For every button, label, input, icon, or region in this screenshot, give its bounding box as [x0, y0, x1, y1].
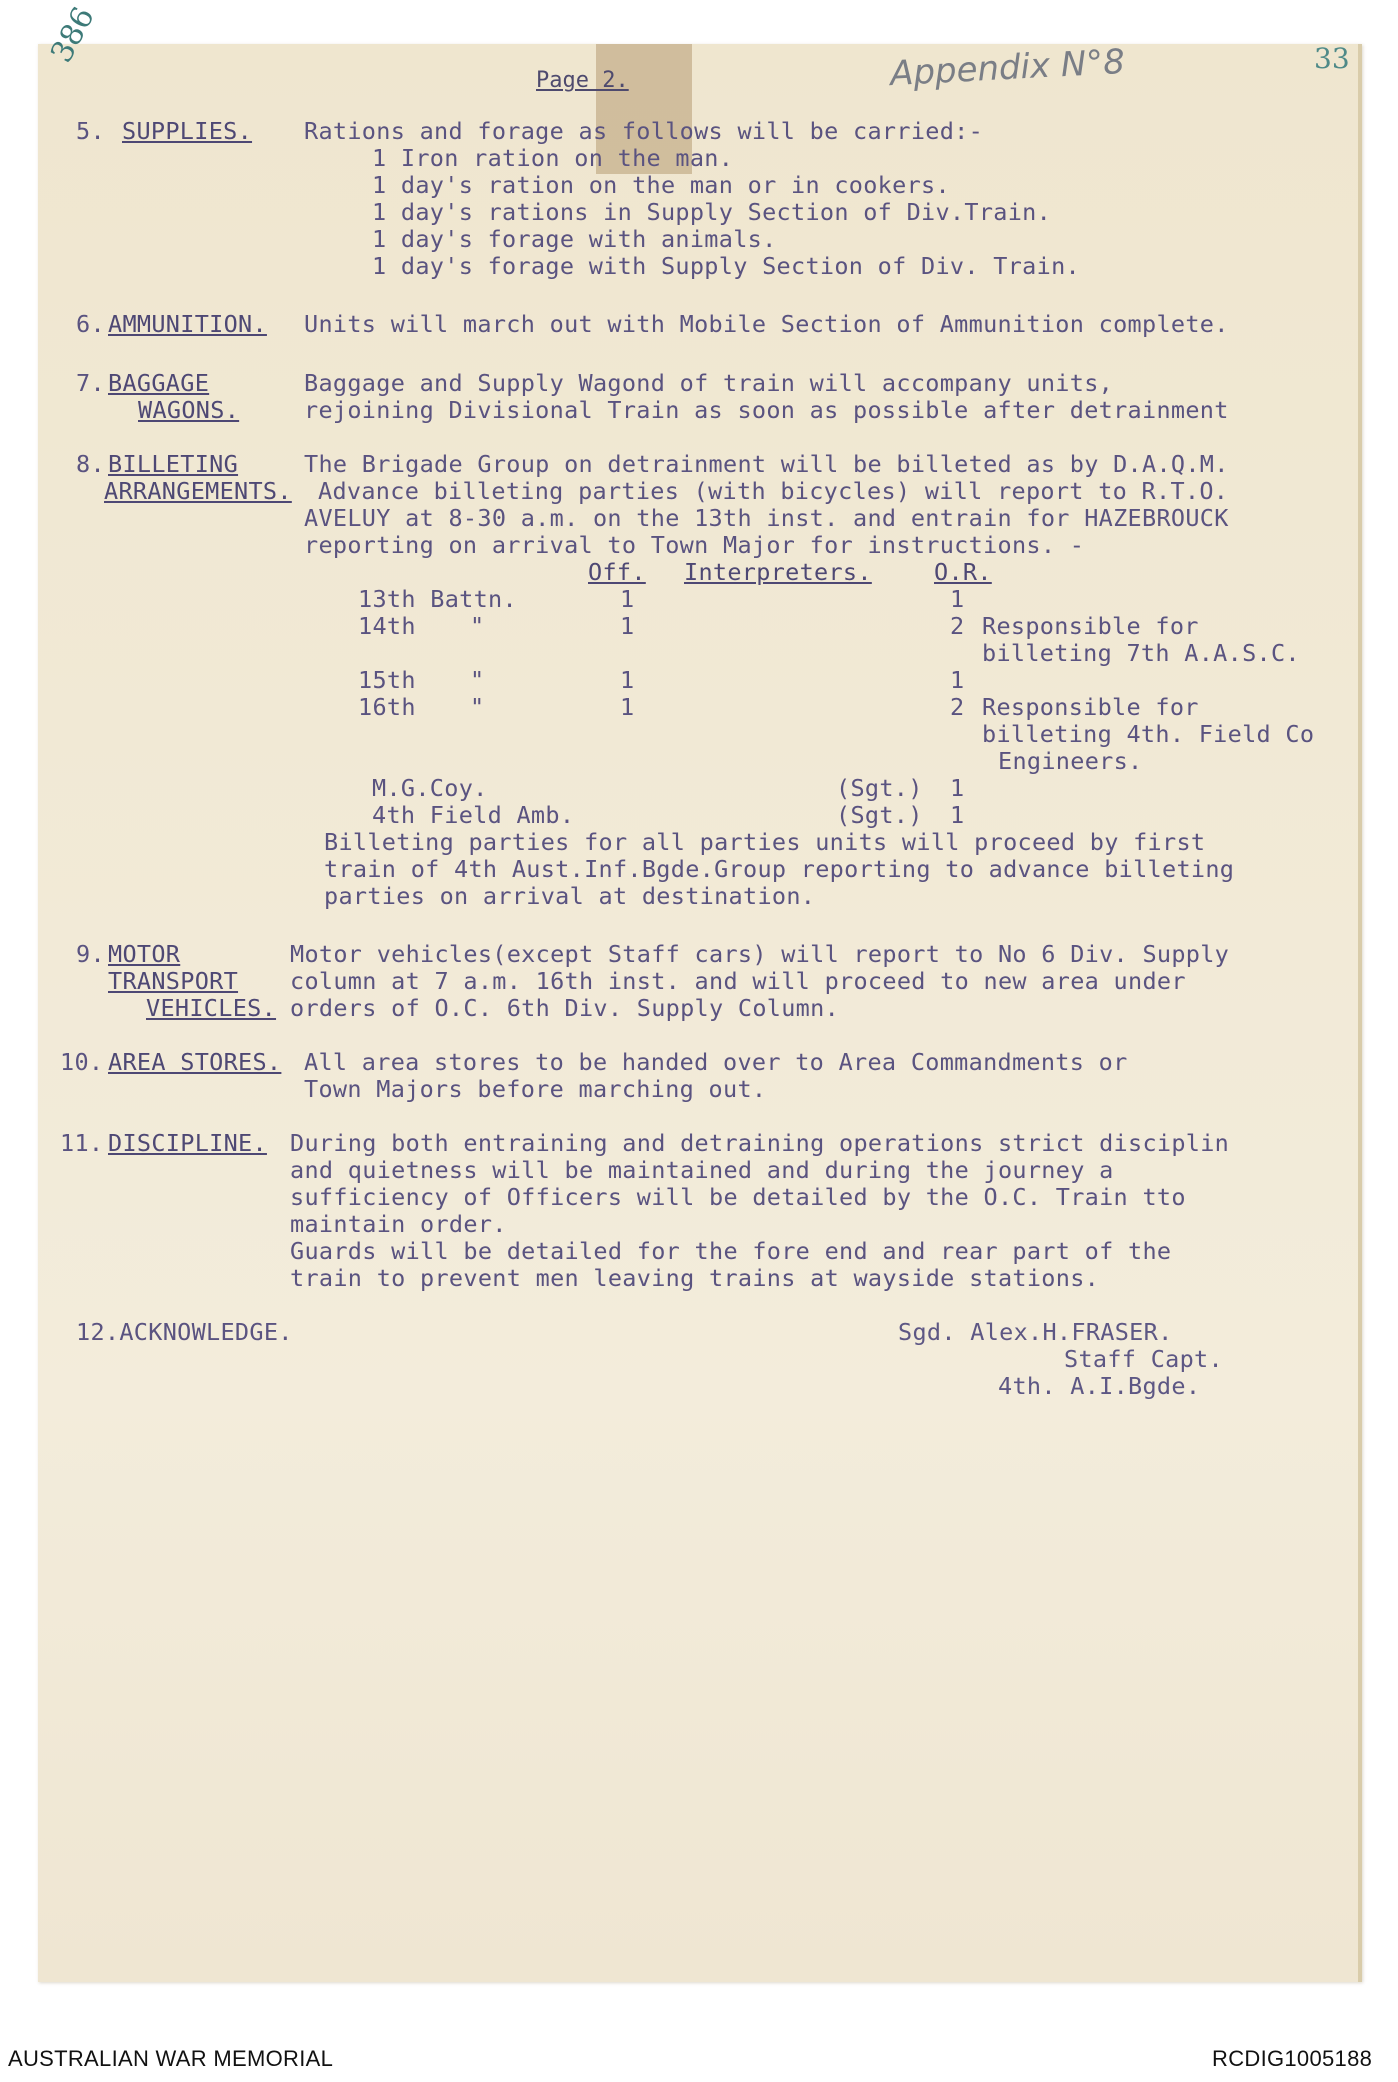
billeting-or: 1 [950, 666, 965, 694]
area-stores-number: 10. [60, 1048, 104, 1076]
baggage-line: Baggage and Supply Wagond of train will accompany units, [304, 369, 1114, 397]
motor-heading-2: TRANSPORT [108, 967, 239, 995]
discipline-number: 11. [60, 1129, 104, 1157]
billeting-ditto: " [470, 693, 485, 721]
page-number: Page 2. [536, 68, 629, 93]
billeting-line: Advance billeting parties (with bicycles) will report to R.T.O. [318, 477, 1229, 505]
discipline-line: Guards will be detailed for the fore end and rear part of the [290, 1237, 1172, 1265]
billeting-unit: 15th [358, 666, 416, 694]
billeting-header-interpreters: Interpreters. [684, 558, 872, 586]
billeting-off: 1 [620, 666, 635, 694]
discipline-line: sufficiency of Officers will be detailed by the O.C. Train tto [290, 1183, 1186, 1211]
discipline-line: During both entraining and detraining operations strict disciplin [290, 1129, 1230, 1157]
billeting-heading-2: ARRANGEMENTS. [104, 477, 292, 505]
area-stores-heading: AREA STORES. [108, 1048, 282, 1076]
archive-caption: AUSTRALIAN WAR MEMORIAL [8, 2046, 334, 2071]
billeting-line: The Brigade Group on detrainment will be billeted as by D.A.Q.M. [304, 450, 1229, 478]
billeting-ditto: " [470, 666, 485, 694]
supplies-item: 1 Iron ration on the man. [372, 144, 734, 172]
billeting-note: Responsible for [982, 612, 1199, 640]
billeting-off: 1 [620, 693, 635, 721]
billeting-header-off: Off. [588, 558, 646, 586]
motor-number: 9. [76, 940, 105, 968]
discipline-line: maintain order. [290, 1210, 507, 1238]
billeting-or: 1 [950, 585, 965, 613]
billeting-or: 2 [950, 612, 965, 640]
motor-line: Motor vehicles(except Staff cars) will report to No 6 Div. Supply [290, 940, 1230, 968]
motor-line: orders of O.C. 6th Div. Supply Column. [290, 994, 840, 1022]
billeting-extra-or: 1 [950, 801, 965, 829]
appendix-annotation: Appendix N°8 [889, 41, 1126, 95]
billeting-extra-unit: M.G.Coy. [372, 774, 488, 802]
billeting-ditto: " [470, 612, 485, 640]
billeting-unit: 16th [358, 693, 416, 721]
supplies-heading: SUPPLIES. [122, 117, 253, 145]
ammunition-text: Units will march out with Mobile Section of Ammunition complete. [304, 310, 1229, 338]
motor-heading: MOTOR [108, 940, 181, 968]
billeting-extra-unit: 4th Field Amb. [372, 801, 575, 829]
billeting-header-or: O.R. [934, 558, 992, 586]
billeting-off: 1 [620, 585, 635, 613]
billeting-note: Responsible for [982, 693, 1199, 721]
billeting-extra-rank: (Sgt.) [836, 774, 923, 802]
baggage-heading: BAGGAGE [108, 369, 210, 397]
folio-number-right: 33 [1314, 42, 1350, 75]
folio-number-left: 386 [44, 1, 102, 69]
signature-title: Staff Capt. [1064, 1345, 1223, 1373]
archive-reference: RCDIG1005188 [1212, 2046, 1373, 2071]
billeting-note: Engineers. [998, 747, 1143, 775]
billeting-heading: BILLETING [108, 450, 239, 478]
supplies-intro: Rations and forage as follows will be carried:- [304, 117, 984, 145]
supplies-item: 1 day's rations in Supply Section of Div.Train. [372, 198, 1052, 226]
supplies-item: 1 day's forage with Supply Section of Div. Train. [372, 252, 1080, 280]
billeting-unit: 14th [358, 612, 416, 640]
supplies-number: 5. [76, 117, 105, 145]
billeting-closing: Billeting parties for all parties units will proceed by first [324, 828, 1206, 856]
area-stores-line: All area stores to be handed over to Area Commandments or [304, 1048, 1128, 1076]
baggage-line: rejoining Divisional Train as soon as possible after detrainment [304, 396, 1229, 424]
billeting-line: reporting on arrival to Town Major for instructions. - [304, 531, 1085, 559]
supplies-item: 1 day's ration on the man or in cookers. [372, 171, 950, 199]
acknowledge-text: 12.ACKNOWLEDGE. [76, 1318, 293, 1346]
billeting-or: 2 [950, 693, 965, 721]
billeting-closing: train of 4th Aust.Inf.Bgde.Group reporting to advance billeting [324, 855, 1235, 883]
discipline-line: train to prevent men leaving trains at wayside stations. [290, 1264, 1100, 1292]
baggage-heading-2: WAGONS. [138, 396, 240, 424]
billeting-extra-or: 1 [950, 774, 965, 802]
baggage-number: 7. [76, 369, 105, 397]
motor-heading-3: VEHICLES. [146, 994, 277, 1022]
discipline-line: and quietness will be maintained and during the journey a [290, 1156, 1114, 1184]
signature-name: Sgd. Alex.H.FRASER. [898, 1318, 1173, 1346]
billeting-closing: parties on arrival at destination. [324, 882, 816, 910]
billeting-number: 8. [76, 450, 105, 478]
billeting-extra-rank: (Sgt.) [836, 801, 923, 829]
billeting-line: AVELUY at 8-30 a.m. on the 13th inst. and entrain for HAZEBROUCK [304, 504, 1229, 532]
billeting-note: billeting 4th. Field Co [982, 720, 1315, 748]
ammunition-number: 6. [76, 310, 105, 338]
billeting-unit: 13th Battn. [358, 585, 517, 613]
motor-line: column at 7 a.m. 16th inst. and will proceed to new area under [290, 967, 1186, 995]
ammunition-heading: AMMUNITION. [108, 310, 267, 338]
billeting-note: billeting 7th A.A.S.C. [982, 639, 1300, 667]
discipline-heading: DISCIPLINE. [108, 1129, 267, 1157]
signature-unit: 4th. A.I.Bgde. [998, 1372, 1201, 1400]
supplies-item: 1 day's forage with animals. [372, 225, 777, 253]
billeting-off: 1 [620, 612, 635, 640]
area-stores-line: Town Majors before marching out. [304, 1075, 767, 1103]
